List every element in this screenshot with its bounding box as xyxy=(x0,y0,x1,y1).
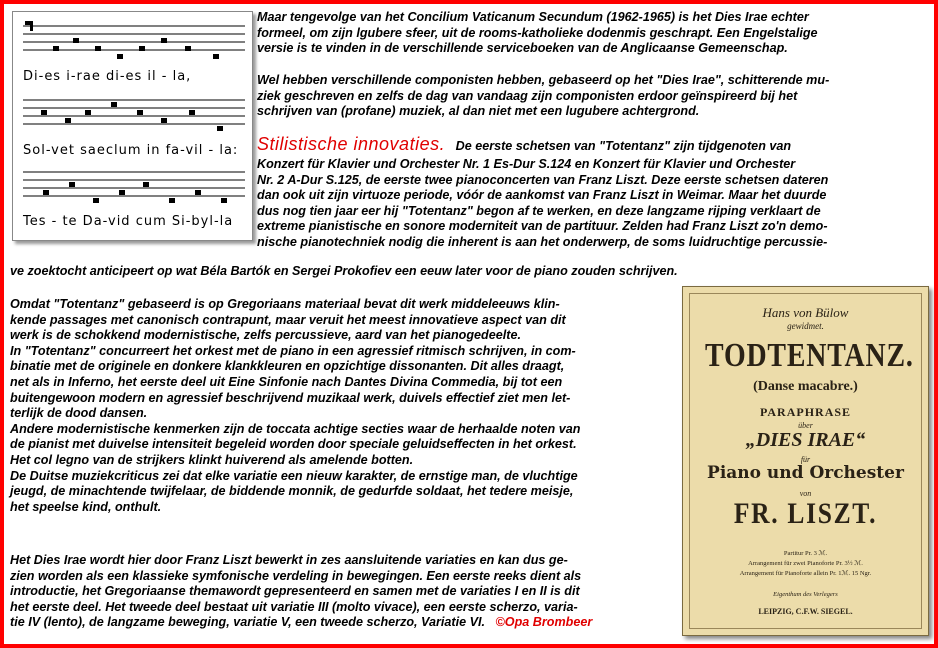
cover-composer: FR. LISZT. xyxy=(733,497,878,530)
text-line: terlijk de dood dansen. xyxy=(10,406,148,421)
cover-small-text: Arrangement für Pianoforte allein Pr. 1ℳ. 15 Ngr. xyxy=(739,570,872,577)
text-line: dus nog tien jaar eer hij "Totentanz" begon af te werken, en deze langzame rijping verklaart de xyxy=(257,203,821,218)
cover-von: von xyxy=(799,489,812,498)
text-line: De eerste schetsen van "Totentanz" zijn tijdgenoten van xyxy=(455,139,792,153)
text-line: versie is te vinden in de verschillende serviceboeken van de Anglicaanse Gemeenschap. xyxy=(257,41,788,56)
text-line: het eerste deel. Het tweede deel bestaat uit variatie III (molto vivace), een eerste scherzo, varia- xyxy=(10,599,578,614)
cover-piano-orchester: Piano und Orchester xyxy=(707,463,904,483)
text-line: ve zoektocht anticipeert op wat Béla Bartók en Sergei Prokofiev een eeuw later voor de piano zouden schrijven. xyxy=(10,264,678,278)
text-line: Andere modernistische kenmerken zijn de toccata achtige secties waar de herhaalde noten van xyxy=(10,421,581,436)
cover-dedication: Hans von Bülow xyxy=(762,305,849,320)
text-line: Wel hebben verschillende componisten hebben, gebaseerd op het "Dies Irae", schitterende mu- xyxy=(257,73,830,87)
text-line: In "Totentanz" concurreert het orkest met de piano in een agressief ritmisch schrijven, in com- xyxy=(10,343,576,358)
text-line: Maar tengevolge van het Concilium Vaticanum Secundum (1962-1965) is het Dies Irae echter xyxy=(257,10,809,24)
text-line: Nr. 2 A-Dur S.125, de eerste twee pianoconcerten van Franz Liszt. Deze eerste schetsen dateren xyxy=(257,172,829,187)
cover-dedication-sub: gewidmet. xyxy=(787,321,824,331)
text-line: zien worden als een klassieke symfonische verdeling in bewegingen. Een eerste reeks dient als xyxy=(10,568,582,583)
text-line: kende passages met canonisch contrapunt, maar veruit het meest innovatieve aspect van dit xyxy=(10,312,566,327)
cover-small-text: Partitur Pr. 3 ℳ. xyxy=(783,550,828,557)
cover-small-text: Eigenthum des Verlegers xyxy=(773,591,838,598)
text-line: de pianist met duivelse intensiteit begeleid worden door speciale geluidseffecten in het orkest. xyxy=(10,437,577,452)
cover-dies-irae: „DIES IRAE“ xyxy=(745,429,866,451)
text-line: het speelse kind, onthult. xyxy=(10,499,162,514)
chant-lyric-line: Di-es i-rae di-es il - la, xyxy=(23,69,192,84)
cover-ueber: über xyxy=(798,421,813,430)
cover-title: TODTENTANZ. xyxy=(705,337,914,374)
chant-lyric-line: Sol-vet saeclum in fa-vil - la: xyxy=(23,143,239,158)
heading-line xyxy=(257,134,929,157)
text-line: Konzert für Klavier und Orchester Nr. 1 Es-Dur S.124 en Konzert für Klavier und Orchester xyxy=(257,157,796,171)
cover-paraphrase: PARAPHRASE xyxy=(759,405,852,419)
text-line: buitengewoon modern en agressief beschrijvend muzikaal werk, duivels effectief ziet men let- xyxy=(10,390,571,405)
text-line: De Duitse muziekcriticus zei dat elke variatie een nieuw karakter, de ernstige man, de vluchtige xyxy=(10,468,578,483)
text-line-final xyxy=(10,615,678,631)
chant-staff-graphic xyxy=(13,12,252,240)
text-line: tie IV (lento), de langzame beweging, variatie V, een tweede scherzo, Variatie VI. xyxy=(10,615,485,630)
paragraph-vaticanum xyxy=(257,10,929,57)
text-line: Het col legno van de strijkers klinkt huiverend als amelende botten. xyxy=(10,452,414,467)
text-line: net als in Inferno, het eerste deel uit Eine Sinfonie nach Dantes Divina Commedia, bij tot een xyxy=(10,374,563,389)
cover-publisher: LEIPZIG, C.F.W. SIEGEL. xyxy=(758,607,853,616)
cover-fuer: für xyxy=(800,455,811,464)
text-line: Omdat "Totentanz" gebaseerd is op Gregoriaans materiaal bevat dit werk middeleeuws klin- xyxy=(10,297,560,311)
text-line: formeel, om zijn lgubere sfeer, uit de rooms-katholieke dodenmis geschrapt. Een Engelstalige xyxy=(257,25,818,40)
text-line: nische pianotechniek nodig die inherent is aan het onderwerp, de soms luidruchtige percussie- xyxy=(257,234,828,249)
cover-small-text: Arrangement für zwei Pianoforte Pr. 3½ ℳ. xyxy=(748,560,863,567)
todtentanz-score-cover xyxy=(682,286,929,636)
paragraph-componisten xyxy=(257,73,929,120)
paragraph-variaties xyxy=(10,553,678,631)
cover-subtitle: (Danse macabre.) xyxy=(753,379,858,394)
section-stilistische-innovaties xyxy=(257,134,929,251)
text-line: Het Dies Irae wordt hier door Franz Liszt bewerkt in zes aansluitende variaties en kan dus ge- xyxy=(10,553,568,567)
text-line: binatie met de originele en donkere klankkleuren en opzichtige dissonanten. Dit alles draagt, xyxy=(10,359,565,374)
chant-lyric-line: Tes - te Da-vid cum Si-byl-la xyxy=(23,214,234,229)
dies-irae-chant-image xyxy=(12,11,253,241)
paragraph-totentanz xyxy=(10,297,678,515)
text-line: extreme pianistische en sonore moderniteit van de partituur. Zelden had Franz Liszt zo'n demo- xyxy=(257,219,828,234)
text-line: introductie, het Gregoriaanse themawordt gepresenteerd en samen met de variaties I en II is dit xyxy=(10,584,580,599)
copyright-mark: ©Opa Brombeer xyxy=(495,615,593,630)
section-heading: Stilistische innovaties. xyxy=(257,134,446,154)
text-line: werk is de schokkend modernistische, zelfs percussieve, aard van het pianogedeelte. xyxy=(10,328,521,343)
text-line: schrijven van (profane) muziek, al dan niet met een lugubere achtergrond. xyxy=(257,104,700,119)
text-line: jeugd, de minachtende twijfelaar, de biddende monnik, de gedurfde soldaat, het tedere meisje, xyxy=(10,484,574,499)
text-line: dan ook uit zijn virtuoze periode, vóór de aankomst van Franz Liszt in Weimar. Maar het duurde xyxy=(257,188,827,203)
text-line: ziek geschreven en zelfs de dag van vandaag zijn componisten erdoor geïnspireerd bij het xyxy=(257,88,798,103)
